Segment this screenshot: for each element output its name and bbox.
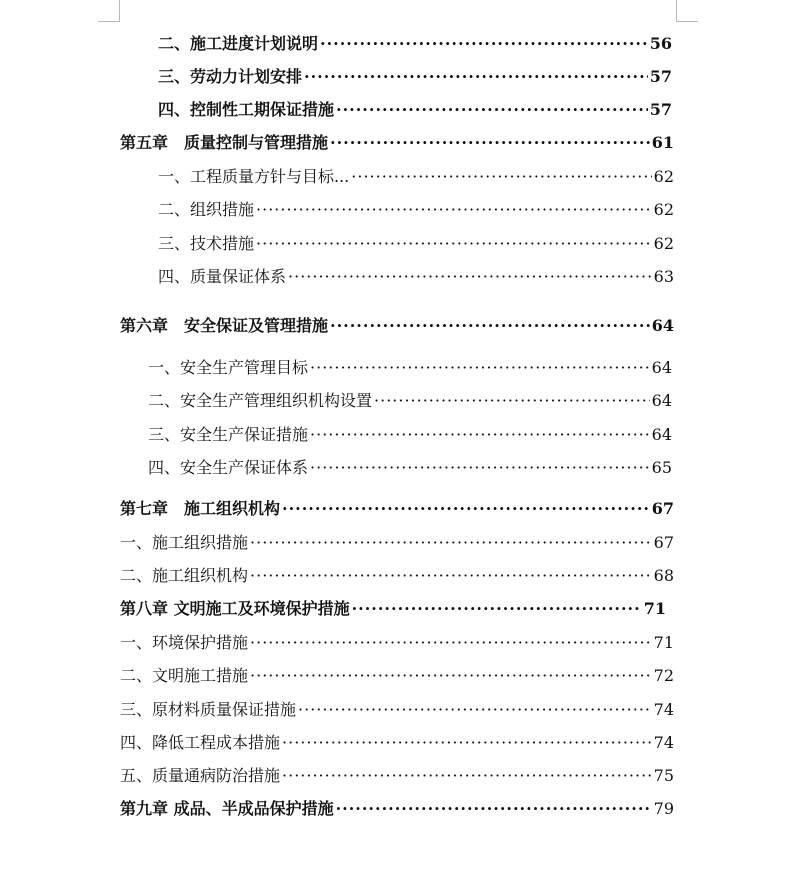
toc-entry-page: 62 [653, 234, 674, 253]
toc-entry-page: 68 [653, 566, 674, 585]
toc-leader-dots [374, 389, 650, 413]
toc-leader-dots [310, 356, 650, 380]
toc-leader-dots [282, 731, 652, 755]
toc-entry-label: 一、环境保护措施 [120, 633, 249, 652]
toc-entry[interactable] [120, 531, 674, 555]
toc-entry-label: 四、降低工程成本措施 [120, 733, 281, 752]
toc-entry-label: 三、安全生产保证措施 [148, 425, 309, 444]
toc-leader-dots [288, 265, 652, 289]
toc-entry[interactable] [148, 423, 672, 447]
toc-leader-dots [250, 531, 652, 555]
toc-entry[interactable] [148, 356, 672, 380]
toc-entry-label: 二、施工组织机构 [120, 566, 249, 585]
toc-leader-dots [320, 32, 648, 56]
toc-entry-label: 二、组织措施 [158, 200, 255, 219]
toc-leader-dots [250, 631, 652, 655]
toc-leader-dots [256, 198, 652, 222]
toc-leader-dots [250, 564, 652, 588]
toc-entry-page: 56 [649, 34, 672, 53]
toc-leader-dots [336, 98, 648, 122]
toc-entry-page: 62 [653, 200, 674, 219]
toc-entry-page: 64 [651, 358, 672, 377]
toc-entry-page: 79 [653, 799, 674, 818]
toc-leader-dots [310, 456, 650, 480]
toc-entry-page: 64 [651, 391, 672, 410]
toc-entry-label: 二、施工进度计划说明 [158, 34, 319, 53]
toc-entry-label: 三、技术措施 [158, 234, 255, 253]
toc-leader-dots [250, 664, 652, 688]
toc-entry-page: 72 [653, 666, 674, 685]
toc-entry[interactable] [120, 564, 674, 588]
toc-entry-page: 67 [653, 533, 674, 552]
toc-entry[interactable] [148, 389, 672, 413]
toc-entry-label: 第五章 质量控制与管理措施 [120, 133, 329, 152]
toc-leader-dots [336, 797, 652, 821]
toc-entry-page: 67 [651, 499, 674, 518]
toc-entry[interactable] [148, 456, 672, 480]
toc-entry-page: 62 [653, 167, 674, 186]
toc-entry-page: 64 [651, 425, 672, 444]
crop-mark-left-vertical [119, 0, 120, 22]
toc-entry-page: 75 [653, 766, 674, 785]
toc-leader-dots [351, 165, 651, 189]
toc-entry[interactable] [158, 198, 674, 222]
toc-leader-dots [256, 232, 652, 256]
toc-entry[interactable] [158, 98, 672, 122]
toc-entry-page: 61 [651, 133, 674, 152]
toc-chapter-entry[interactable] [120, 597, 666, 621]
toc-entry-page: 71 [643, 599, 666, 618]
toc-entry-label: 一、施工组织措施 [120, 533, 249, 552]
toc-entry[interactable] [120, 698, 674, 722]
toc-entry-page: 64 [651, 316, 674, 335]
toc-chapter-entry[interactable] [120, 497, 674, 521]
toc-entry-label: 二、安全生产管理组织机构设置 [148, 391, 373, 410]
toc-entry-page: 57 [649, 67, 672, 86]
toc-entry[interactable] [158, 232, 674, 256]
toc-entry-label: 第六章 安全保证及管理措施 [120, 316, 329, 335]
toc-leader-dots [310, 423, 650, 447]
toc-leader-dots [282, 497, 650, 521]
toc-entry-page: 57 [649, 100, 672, 119]
toc-leader-dots [352, 597, 642, 621]
toc-entry-label: 四、控制性工期保证措施 [158, 100, 335, 119]
toc-leader-dots [282, 764, 652, 788]
toc-entry-page: 74 [653, 733, 674, 752]
crop-mark-left-horizontal [98, 21, 120, 22]
toc-entry-label: 第八章 文明施工及环境保护措施 [120, 599, 350, 618]
toc-leader-dots [304, 65, 648, 89]
toc-entry-label: 五、质量通病防治措施 [120, 766, 281, 785]
toc-entry[interactable] [158, 32, 672, 56]
toc-entry[interactable] [120, 731, 674, 755]
toc-chapter-entry[interactable] [120, 131, 674, 155]
toc-entry[interactable] [158, 165, 674, 189]
toc-leader-dots [298, 698, 652, 722]
toc-entry-label: 四、质量保证体系 [158, 267, 287, 286]
toc-entry-page: 71 [653, 633, 674, 652]
toc-entry-label: 三、劳动力计划安排 [158, 67, 303, 86]
toc-entry-label: 三、原材料质量保证措施 [120, 700, 297, 719]
crop-mark-right-horizontal [676, 21, 698, 22]
toc-entry-page: 65 [651, 458, 672, 477]
toc-chapter-entry[interactable] [120, 797, 674, 821]
toc-entry[interactable] [120, 764, 674, 788]
toc-entry-page: 74 [653, 700, 674, 719]
toc-entry-label: 第九章 成品、半成品保护措施 [120, 799, 334, 818]
toc-entry[interactable] [158, 265, 674, 289]
toc-entry-label: 二、文明施工措施 [120, 666, 249, 685]
toc-chapter-entry[interactable] [120, 314, 674, 338]
crop-mark-right-vertical [676, 0, 677, 22]
toc-leader-dots [330, 131, 650, 155]
toc-entry-label: 一、工程质量方针与目标... [158, 167, 350, 186]
toc-entry-page: 63 [653, 267, 674, 286]
toc-entry-label: 第七章 施工组织机构 [120, 499, 281, 518]
toc-entry-label: 一、安全生产管理目标 [148, 358, 309, 377]
toc-entry[interactable] [120, 631, 674, 655]
toc-entry[interactable] [158, 65, 672, 89]
toc-entry[interactable] [120, 664, 674, 688]
toc-entry-label: 四、安全生产保证体系 [148, 458, 309, 477]
toc-leader-dots [330, 314, 650, 338]
